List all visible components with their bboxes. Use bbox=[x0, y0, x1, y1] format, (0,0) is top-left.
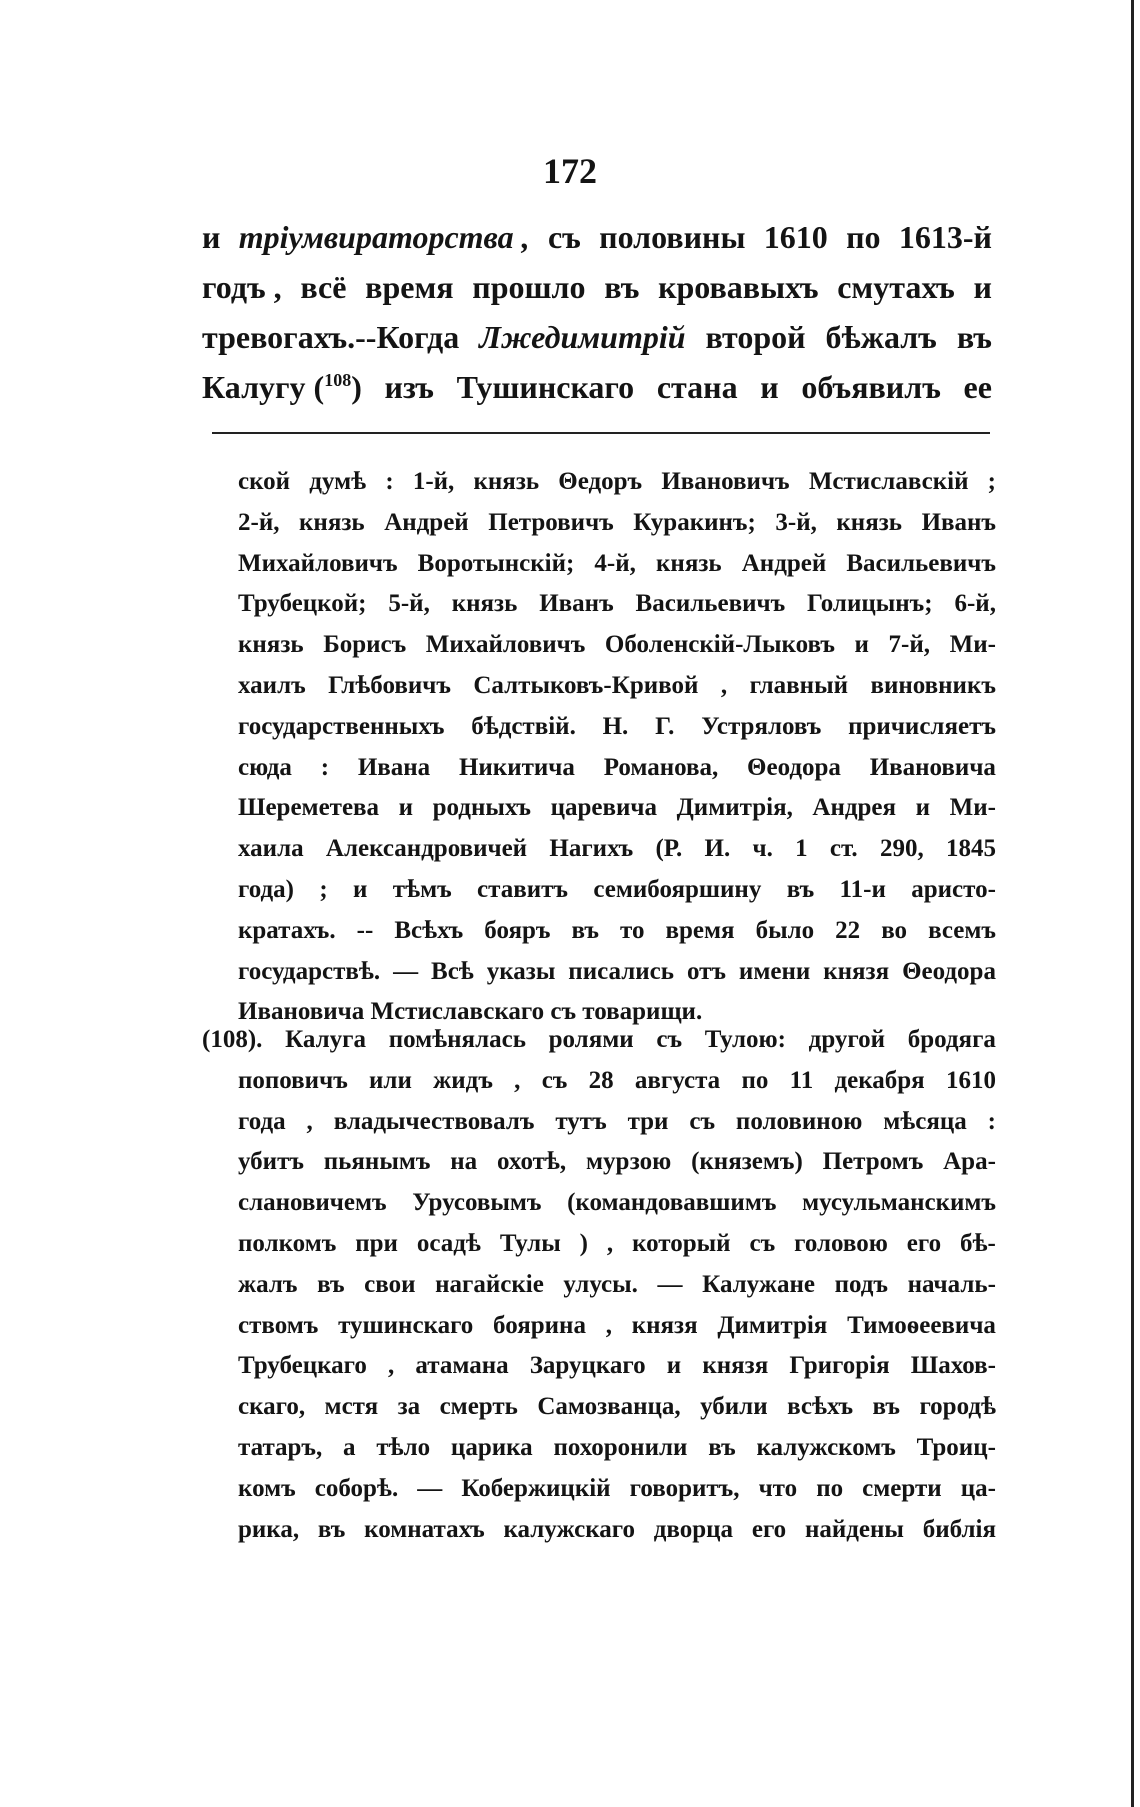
word: за bbox=[397, 1393, 421, 1421]
word: по bbox=[846, 219, 881, 255]
word: бояръ bbox=[484, 916, 551, 944]
word: Голицынъ; bbox=[807, 590, 933, 618]
word: и bbox=[915, 794, 931, 822]
word: кратахъ. bbox=[238, 916, 336, 944]
word: 1613-й bbox=[898, 219, 992, 255]
word: въ bbox=[786, 875, 815, 903]
word: хаила bbox=[238, 835, 304, 863]
word: царевича bbox=[550, 794, 658, 822]
footnote-line bbox=[238, 584, 996, 625]
main-text-line bbox=[202, 312, 992, 362]
word: Глѣбовичъ bbox=[328, 671, 451, 699]
word: владычествовалъ bbox=[333, 1107, 535, 1135]
word: Андрей bbox=[741, 549, 827, 577]
word: князь bbox=[473, 468, 540, 495]
footnote-line bbox=[202, 1061, 996, 1102]
word: ст. bbox=[829, 835, 858, 863]
word: Самозванца, bbox=[537, 1393, 681, 1421]
word: тѣмъ bbox=[392, 875, 452, 903]
word: Димитрія, bbox=[676, 794, 793, 822]
word: Куракинъ; bbox=[633, 508, 756, 536]
word: съ bbox=[689, 1107, 716, 1135]
word: 1 bbox=[795, 835, 808, 863]
word: Калуга bbox=[285, 1026, 366, 1053]
word: Борисъ bbox=[323, 631, 407, 659]
word: Андрея bbox=[812, 794, 897, 822]
word: 2-й, bbox=[238, 508, 280, 536]
word: 290, bbox=[879, 835, 924, 863]
word: Ивановичъ bbox=[661, 468, 790, 495]
footnote-line bbox=[202, 1346, 996, 1387]
word: — bbox=[657, 1270, 683, 1298]
word: годъ , bbox=[202, 269, 282, 305]
word: князь bbox=[238, 631, 304, 659]
word: писались bbox=[568, 957, 674, 985]
word: объявилъ bbox=[801, 369, 941, 405]
footnote-line bbox=[238, 788, 996, 829]
word: государственныхъ bbox=[238, 712, 445, 740]
word: года) bbox=[238, 875, 294, 903]
word: 1610 bbox=[945, 1066, 996, 1094]
word: Θеодора bbox=[902, 957, 996, 985]
word: Петромъ bbox=[822, 1148, 924, 1176]
word: князя bbox=[631, 1311, 698, 1339]
word: похоронили bbox=[553, 1433, 688, 1461]
word: татаръ, bbox=[238, 1433, 323, 1461]
word: жидъ bbox=[433, 1066, 493, 1094]
word: жалъ bbox=[238, 1270, 298, 1298]
word: : bbox=[320, 753, 330, 781]
word: Всѣ bbox=[431, 957, 474, 985]
word: тѣло bbox=[376, 1433, 431, 1461]
word: Θеодора bbox=[747, 753, 841, 781]
word: (княземъ) bbox=[691, 1148, 803, 1176]
word: на bbox=[450, 1148, 478, 1176]
word: -- bbox=[356, 916, 374, 944]
word: 3-й, bbox=[775, 508, 817, 536]
word: въ bbox=[317, 1515, 346, 1543]
word: калужскомъ bbox=[756, 1433, 896, 1461]
word: время bbox=[665, 916, 735, 944]
word: : bbox=[385, 468, 394, 495]
word: 4-й, bbox=[594, 549, 636, 577]
word: Н. bbox=[602, 712, 629, 740]
word: головою bbox=[794, 1229, 888, 1257]
word: , bbox=[720, 671, 728, 699]
word: указы bbox=[486, 957, 556, 985]
word-part: Калугу bbox=[202, 369, 306, 405]
word: его bbox=[906, 1229, 942, 1257]
word: князя bbox=[823, 957, 890, 985]
word: прошло bbox=[472, 269, 586, 305]
word: съ bbox=[749, 1229, 776, 1257]
word: охотѣ, bbox=[497, 1148, 567, 1176]
word: (108). bbox=[202, 1026, 263, 1053]
word: и bbox=[202, 219, 221, 255]
footnote-line bbox=[238, 544, 996, 585]
main-text-line bbox=[202, 212, 992, 262]
word: ее bbox=[963, 369, 992, 405]
word: года bbox=[238, 1107, 286, 1135]
word: половиною bbox=[735, 1107, 863, 1135]
footnote-line bbox=[238, 748, 996, 789]
word: и bbox=[398, 794, 414, 822]
word: калужскаго bbox=[503, 1515, 635, 1543]
word: Заруцкаго bbox=[529, 1352, 646, 1380]
word: съ bbox=[547, 219, 581, 255]
word: убили bbox=[700, 1393, 768, 1421]
footnote-line bbox=[202, 1224, 996, 1265]
word: въ bbox=[571, 916, 599, 944]
word: смерти bbox=[862, 1474, 942, 1502]
word: причисляетъ bbox=[848, 712, 996, 740]
word: подъ bbox=[834, 1270, 888, 1298]
word: (командовавшимъ bbox=[567, 1189, 777, 1217]
word: царика bbox=[450, 1433, 533, 1461]
word: , bbox=[605, 1311, 612, 1339]
word: во bbox=[881, 916, 908, 944]
word: ствомъ bbox=[238, 1311, 319, 1339]
word: скаго, bbox=[238, 1393, 306, 1421]
footnote-line bbox=[202, 1469, 996, 1510]
word: хаилъ bbox=[238, 671, 306, 699]
word: Устряловъ bbox=[701, 712, 822, 740]
word: князь bbox=[836, 508, 903, 536]
word: , bbox=[606, 1229, 614, 1257]
word: 1845 bbox=[945, 835, 996, 863]
word: съ bbox=[541, 1066, 568, 1094]
word: семибояршину bbox=[593, 875, 762, 903]
word: Калужане bbox=[702, 1270, 815, 1298]
word: всемъ bbox=[928, 916, 996, 944]
word: Нагихъ bbox=[549, 835, 634, 863]
word: его bbox=[751, 1515, 787, 1543]
word: 1610 bbox=[763, 219, 828, 255]
word: всё bbox=[300, 269, 347, 305]
main-text bbox=[202, 212, 992, 412]
word: ской bbox=[238, 468, 291, 495]
word: Ми- bbox=[949, 631, 996, 659]
page-edge-line bbox=[1131, 0, 1134, 1807]
word: что bbox=[758, 1474, 798, 1502]
word: комъ bbox=[238, 1474, 296, 1502]
word: при bbox=[355, 1229, 398, 1257]
word: Тулы bbox=[499, 1229, 561, 1257]
word: Г. bbox=[655, 712, 675, 740]
word: Всѣхъ bbox=[394, 916, 464, 944]
word: главный bbox=[749, 671, 848, 699]
word: началь- bbox=[907, 1270, 996, 1298]
word: соборѣ. bbox=[314, 1474, 399, 1502]
word: декабря bbox=[834, 1066, 925, 1094]
word: говоритъ, bbox=[629, 1474, 740, 1502]
word: Лжедимитрій bbox=[479, 319, 686, 355]
word: бѣжалъ bbox=[825, 319, 937, 355]
word: комнатахъ bbox=[364, 1515, 485, 1543]
word: другой bbox=[808, 1026, 886, 1053]
footnote-line bbox=[202, 1387, 996, 1428]
word: Михайловичъ bbox=[238, 549, 398, 577]
word: Урусовымъ bbox=[412, 1189, 542, 1217]
word: свои bbox=[364, 1270, 416, 1298]
word: боярина bbox=[493, 1311, 586, 1339]
word: Калугу (108) bbox=[202, 362, 362, 412]
word: Воротынскій; bbox=[417, 549, 575, 577]
word: имени bbox=[738, 957, 811, 985]
footnote-107-continuation bbox=[238, 462, 996, 1033]
word: 11 bbox=[789, 1066, 814, 1094]
main-text-line bbox=[202, 362, 992, 412]
word: государствѣ. bbox=[238, 957, 381, 985]
word: Петровичъ bbox=[488, 508, 614, 536]
word: въ bbox=[872, 1393, 900, 1421]
word: виновникъ bbox=[870, 671, 996, 699]
word: Ивановича bbox=[869, 753, 996, 781]
word: Шахов- bbox=[910, 1352, 996, 1380]
word: Шереметева bbox=[238, 794, 380, 822]
word: бродяга bbox=[907, 1026, 996, 1053]
word: ) bbox=[579, 1229, 588, 1257]
word: три bbox=[627, 1107, 669, 1135]
word: Троиц- bbox=[916, 1433, 996, 1461]
footnote-line bbox=[202, 1265, 996, 1306]
footnote-line bbox=[202, 1142, 996, 1183]
word: то bbox=[620, 916, 645, 944]
word: въ bbox=[317, 1270, 345, 1298]
footnote-line bbox=[238, 707, 996, 748]
word: Михайловичъ bbox=[425, 631, 586, 659]
word: дворца bbox=[653, 1515, 734, 1543]
footnote-line bbox=[238, 625, 996, 666]
word: въ bbox=[708, 1433, 736, 1461]
word: смерть bbox=[439, 1393, 518, 1421]
word: Θедоръ bbox=[558, 468, 643, 495]
footnote-line bbox=[202, 1428, 996, 1469]
word: рика, bbox=[238, 1515, 300, 1543]
word: библія bbox=[922, 1515, 996, 1543]
word: Димитрія bbox=[717, 1311, 828, 1339]
word: отъ bbox=[686, 957, 726, 985]
word: половины bbox=[599, 219, 746, 255]
word: ; bbox=[319, 875, 328, 903]
word: второй bbox=[705, 319, 806, 355]
word: а bbox=[343, 1433, 356, 1461]
word: и bbox=[854, 631, 869, 659]
word: было bbox=[755, 916, 815, 944]
footnote-line: Ивановича Мстиславскаго съ товарищи. bbox=[238, 998, 703, 1026]
word: смутахъ bbox=[837, 269, 955, 305]
word: Тулою: bbox=[704, 1026, 786, 1053]
word: князь bbox=[299, 508, 365, 536]
word: — bbox=[393, 957, 419, 985]
word: Никитича bbox=[458, 753, 575, 781]
word: изъ bbox=[384, 369, 434, 405]
word: ставитъ bbox=[477, 875, 568, 903]
word: бѣдствій. bbox=[471, 712, 576, 740]
word: ролями bbox=[548, 1026, 634, 1053]
word: аристо- bbox=[911, 875, 996, 903]
footnote-line bbox=[238, 870, 996, 911]
word: Васильевичъ bbox=[846, 549, 996, 577]
word: , bbox=[514, 1066, 521, 1094]
footnote-line bbox=[202, 1102, 996, 1143]
word: мстя bbox=[324, 1393, 379, 1421]
word: — bbox=[417, 1474, 443, 1502]
footnote-line bbox=[202, 1183, 996, 1224]
word: 7-й, bbox=[888, 631, 931, 659]
footnote-line bbox=[238, 829, 996, 870]
word: по bbox=[816, 1474, 844, 1502]
word: время bbox=[365, 269, 454, 305]
word: августа bbox=[634, 1066, 721, 1094]
word: или bbox=[369, 1066, 412, 1094]
word: ч. bbox=[752, 835, 773, 863]
word: улусы. bbox=[563, 1270, 638, 1298]
word: поповичъ bbox=[238, 1066, 348, 1094]
word: Мстиславскій bbox=[808, 468, 969, 495]
word: и bbox=[973, 269, 992, 305]
word: всѣхъ bbox=[787, 1393, 854, 1421]
footnote-line bbox=[238, 666, 996, 707]
word: Григорія bbox=[789, 1352, 890, 1380]
word: въ bbox=[956, 319, 992, 355]
word: Тушинскаго bbox=[456, 369, 635, 405]
word: кровавыхъ bbox=[658, 269, 819, 305]
word: нагайскіе bbox=[435, 1270, 544, 1298]
word: Иванъ bbox=[539, 590, 614, 618]
word: городѣ bbox=[919, 1393, 996, 1421]
word: князь bbox=[451, 590, 518, 618]
word: Оболенскій-Лыковъ bbox=[604, 631, 835, 659]
footnote-line bbox=[238, 503, 996, 544]
word: который bbox=[632, 1229, 731, 1257]
word: и bbox=[353, 875, 368, 903]
word: родныхъ bbox=[432, 794, 532, 822]
word: Ара- bbox=[943, 1148, 996, 1176]
footnote-108 bbox=[202, 1020, 996, 1550]
page-number: 172 bbox=[543, 151, 597, 191]
word: ца- bbox=[960, 1474, 996, 1502]
word: тутъ bbox=[555, 1107, 607, 1135]
word: стана bbox=[656, 369, 738, 405]
word: : bbox=[987, 1107, 996, 1135]
word: найдены bbox=[804, 1515, 904, 1543]
footnote-line bbox=[202, 1020, 996, 1061]
word: (Р. bbox=[655, 835, 683, 863]
word: сюда bbox=[238, 753, 292, 781]
word: ; bbox=[987, 468, 996, 495]
word: , bbox=[306, 1107, 313, 1135]
word: думѣ bbox=[309, 468, 367, 495]
word: и bbox=[666, 1352, 682, 1380]
word: 5-й, bbox=[388, 590, 430, 618]
main-text-line bbox=[202, 262, 992, 312]
word: Салтыковъ-Кривой bbox=[473, 671, 699, 699]
word: мурзою bbox=[585, 1148, 672, 1176]
word: бѣ- bbox=[960, 1229, 996, 1257]
word: Романова, bbox=[603, 753, 719, 781]
word: тушинскаго bbox=[338, 1311, 474, 1339]
word: 28 bbox=[588, 1066, 614, 1094]
word: князь bbox=[656, 549, 722, 577]
word: полкомъ bbox=[238, 1229, 337, 1257]
word: Трубецкой; bbox=[238, 590, 367, 618]
word: съ bbox=[656, 1026, 683, 1053]
word: по bbox=[741, 1066, 769, 1094]
word: 1-й, bbox=[412, 468, 455, 495]
word: атамана bbox=[415, 1352, 509, 1380]
word: помѣнялась bbox=[388, 1026, 526, 1053]
footnote-line bbox=[202, 1510, 996, 1551]
word: тревогахъ.--Когда bbox=[202, 319, 460, 355]
word: 11-и bbox=[839, 875, 886, 903]
word: князя bbox=[702, 1352, 769, 1380]
word: И. bbox=[704, 835, 731, 863]
word: Трубецкаго bbox=[238, 1352, 367, 1380]
word: Александровичей bbox=[325, 835, 528, 863]
word: слановичемъ bbox=[238, 1189, 387, 1217]
word: Ми- bbox=[949, 794, 996, 822]
footnote-line bbox=[238, 462, 996, 503]
word: Кобержицкій bbox=[461, 1474, 611, 1502]
footnote-line bbox=[238, 911, 996, 952]
word: убитъ bbox=[238, 1148, 304, 1176]
word: пьянымъ bbox=[323, 1148, 431, 1176]
word: мусульманскимъ bbox=[802, 1189, 996, 1217]
word: мѣсяца bbox=[883, 1107, 967, 1135]
word: , bbox=[388, 1352, 395, 1380]
footnote-line bbox=[202, 1306, 996, 1347]
footnote-ref-close: ) bbox=[351, 369, 362, 405]
word: Васильевичъ bbox=[635, 590, 786, 618]
word: 22 bbox=[835, 916, 861, 944]
word: въ bbox=[604, 269, 640, 305]
word: Андрей bbox=[384, 508, 469, 536]
footnote-divider bbox=[212, 432, 990, 434]
word: и bbox=[760, 369, 779, 405]
word: тріумвираторства , bbox=[238, 219, 530, 255]
word: осадѣ bbox=[416, 1229, 481, 1257]
word: Тимоѳеевича bbox=[847, 1311, 996, 1339]
footnote-line bbox=[238, 952, 996, 993]
word: Ивана bbox=[357, 753, 431, 781]
footnote-ref-open: ( bbox=[313, 369, 325, 405]
word: 6-й, bbox=[954, 590, 996, 618]
word: Иванъ bbox=[921, 508, 996, 536]
